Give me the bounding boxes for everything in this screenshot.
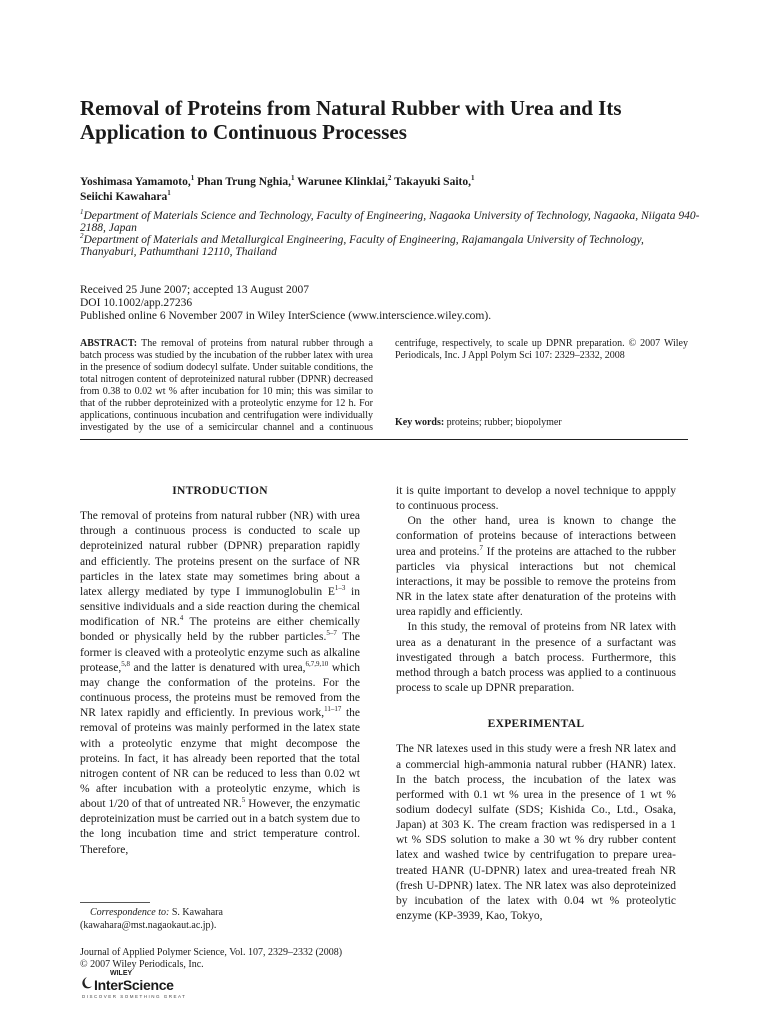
affiliation-number: 2	[80, 232, 84, 241]
citation: 5,8	[121, 659, 130, 668]
author-list	[80, 175, 700, 205]
footnote-divider	[80, 902, 150, 903]
journal-line: Journal of Applied Polymer Science, Vol. 107, 2329–2332 (2008)	[80, 947, 343, 958]
abstract-label: ABSTRACT:	[80, 338, 138, 349]
body-paragraph: The removal of proteins from natural rubber (NR) with urea through a continuous process is conducted to scale up deproteinized natural rubber (DPNR) preparation rapidly and efficiently. The proteins present on the surface of NR particles in the latex state may sometimes bring about a latex allergy mediated by type I immunoglobulin $E^{1-3}$ in sensitive individuals and a side reaction during the chemical modification of NR.$^4$ The proteins are either chemically bonded or physically held by the rubber particles.$^{5-7}$ The former is cleaved with a proteolytic enzyme such as alkaline protease,$^{5,8}$ and the latter is denatured with urea,$^{6,7,9,10}$ which may change the conformation of the proteins. For the continuous process, the proteins must be removed from the NR latex rapidly and efficiently. In previous work,$^{11-17}$ the removal of proteins was mainly performed in the latex state with a proteolytic enzyme that might decompose the proteins. In fact, it has already been reported that the total nitrogen content of NR can be reduced to less than 0.02 wt % after incubation with a proteolytic enzyme, which is about 1/20 of that of untreated NR.$^5$ However, the enzymatic deproteinization must be carried out in a batch system due to the long incubation time and strict temperature control. Therefore,	[80, 510, 360, 856]
logo-wiley-text: WILEY	[110, 970, 133, 977]
keywords-text: proteins; rubber; biopolymer	[446, 417, 562, 428]
published-online: Published online 6 November 2007 in Wiley InterScience (www.interscience.wiley.com).	[80, 310, 492, 322]
received-date: Received 25 June 2007; accepted 13 August 2007	[80, 284, 309, 296]
citation: 4	[179, 614, 184, 623]
correspondence-label: Correspondence to:	[90, 907, 170, 918]
logo-swirl-icon	[80, 976, 94, 992]
logo-tagline: DISCOVER SOMETHING GREAT	[82, 994, 187, 999]
section-heading-introduction: INTRODUCTION	[172, 485, 268, 497]
author-affiliation-mark: 1	[290, 174, 295, 183]
affiliation: $^2$Department of Materials and Metallurgical Engineering, Faculty of Engineering, Rajamangala University of Technology, Thanyaburi, Pathumthani 12110, Thailand	[80, 232, 644, 258]
body-paragraph: On the other hand, urea is known to change the conformation of proteins because of interactions between urea and proteins.$^7$ If the proteins are attached to the rubber particles via physical interactions but not chemical interactions, it may be possible to remove the proteins from NR in the latex state after denaturation of the proteins with urea rapidly and efficiently.	[396, 515, 676, 619]
body-paragraph: The NR latexes used in this study were a fresh NR latex and a commercial high-ammonia natural rubber (HANR) latex. In the batch process, the incubation of the latex was performed with 0.1 wt % urea in the presence of 1 wt % sodium dodecyl sulfate (SDS; Kishida Co., Ltd., Osaka, Japan) at 303 K. The cream fraction was redispersed in a 1 wt % SDS solution to make a 30 wt % dry rubber content latex and washed twice by centrifugation to prepare urea-treated HANR (U-DPNR) latex and urea-treated freah NR (fresh U-DPNR) latex. The NR latex was also deproteinized by incubation of the latex with 0.04 wt % proteolytic enzyme (KP-3939, Kao, Tokyo,	[396, 743, 676, 923]
citation: 7	[479, 543, 484, 552]
correspondence-note	[80, 906, 360, 932]
body-column-left	[80, 484, 360, 858]
citation: 6,7,9,10	[305, 659, 329, 668]
citation: 5	[241, 796, 246, 805]
correspondence-text: S. Kawahara (kawahara@mst.nagaokaut.ac.jp).	[80, 907, 223, 931]
body-column-right	[396, 484, 676, 924]
author-name: Seiichi Kawahara	[80, 191, 168, 203]
affiliation-number: 1	[80, 208, 84, 217]
abstract-text: The removal of proteins from natural rubber through a batch process was studied by the incubation of the rubber latex with urea in the presence of sodium dodecyl sulfate. Under suitable conditions, the total nitrogen content of deproteinized natural rubber (DPNR) decreased from 0.38 to 0.02 wt % after incubation for 10 min; this was similar to that of the rubber deproteinized with a proteolytic enzyme for 12 h. For applications, continuous incubation and centrifugation were individually investigated by the use of a semicircular channel and a continuous centrifuge, respectively, to scale up DPNR preparation. © 2007 Wiley Periodicals, Inc. J Appl Polym Sci 107: 2329–2332, 2008	[80, 338, 688, 433]
section-heading-experimental: EXPERIMENTAL	[487, 718, 585, 731]
citation: 5–7	[326, 629, 337, 638]
publication-dates	[80, 284, 700, 323]
doi: DOI 10.1002/app.27236	[80, 297, 193, 309]
author-name: Takayuki Saito,	[394, 176, 471, 188]
journal-citation	[80, 947, 365, 971]
abstract-divider	[80, 439, 688, 440]
author-name: Warunee Klinklai,	[297, 176, 388, 188]
author-affiliation-mark: 1	[190, 174, 195, 183]
paper-title: Removal of Proteins from Natural Rubber with Urea and Its Application to Continuous Processes	[80, 96, 622, 144]
keywords	[395, 417, 688, 429]
wiley-interscience-logo	[80, 970, 220, 1000]
author-name: Phan Trung Nghia,	[197, 176, 291, 188]
author-name: Yoshimasa Yamamoto,	[80, 176, 191, 188]
affiliations	[80, 210, 700, 258]
author-affiliation-mark: 2	[387, 174, 392, 183]
author-affiliation-mark: 1	[470, 174, 475, 183]
copyright-line: © 2007 Wiley Periodicals, Inc.	[80, 959, 204, 970]
keywords-label: Key words:	[395, 417, 445, 428]
logo-brand-text: InterScience	[94, 977, 174, 993]
body-paragraph: it is quite important to develop a novel technique to appply to continuous process.	[396, 485, 676, 513]
citation: 1–3	[334, 584, 346, 593]
author-affiliation-mark: 1	[167, 189, 171, 198]
citation: 11–17	[324, 705, 342, 714]
body-paragraph: In this study, the removal of proteins from NR latex with urea as a denaturant in the presence of a surfactant was investigated through a batch process. Furthermore, this method through a batch process was applied to a continuous process to scale up DPNR preparation.	[396, 621, 676, 695]
affiliation: $^1$Department of Materials Science and Technology, Faculty of Engineering, Nagaoka University of Technology, Nagaoka, Niigata 940-2188, Japan	[80, 208, 700, 234]
